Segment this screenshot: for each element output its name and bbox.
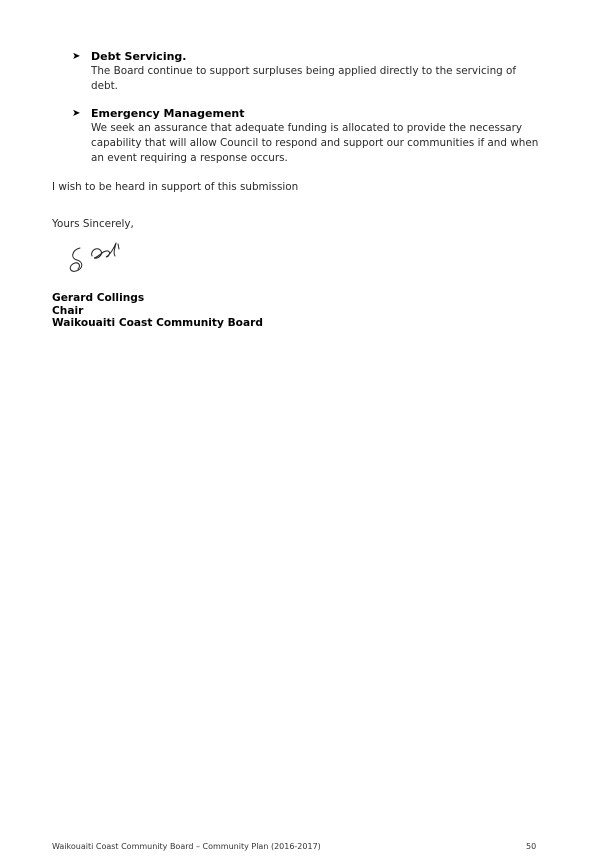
signatory-title: Chair <box>52 304 84 317</box>
closing-salutation: Yours Sincerely, <box>52 218 134 230</box>
section-debt-servicing <box>72 50 552 94</box>
handwritten-signature <box>66 236 130 276</box>
signatory-name: Gerard Collings <box>52 292 145 304</box>
section-emergency-management <box>72 107 552 166</box>
arrowhead-bullet-icon: ➤ <box>72 108 81 119</box>
footer-page-number: 50 <box>526 842 537 851</box>
section-heading-row <box>72 107 552 121</box>
section-body: The Board continue to support surpluses being applied directly to the servicing of debt. <box>91 65 517 92</box>
statement-paragraph: I wish to be heard in support of this submission <box>52 181 299 193</box>
section-heading: Debt Servicing. <box>91 50 187 63</box>
section-heading-row <box>72 50 552 64</box>
footer-document-title: Waikouaiti Coast Community Board – Community Plan (2016-2017) <box>52 842 321 851</box>
section-body: We seek an assurance that adequate funding is allocated to provide the necessary capability that will allow Council to respond and support our communities if and when an event requiring a response occurs. <box>91 122 539 164</box>
signatory-organisation: Waikouaiti Coast Community Board <box>52 317 263 330</box>
section-heading: Emergency Management <box>91 107 245 120</box>
arrowhead-bullet-icon: ➤ <box>72 51 81 62</box>
signatory-block <box>52 292 263 330</box>
